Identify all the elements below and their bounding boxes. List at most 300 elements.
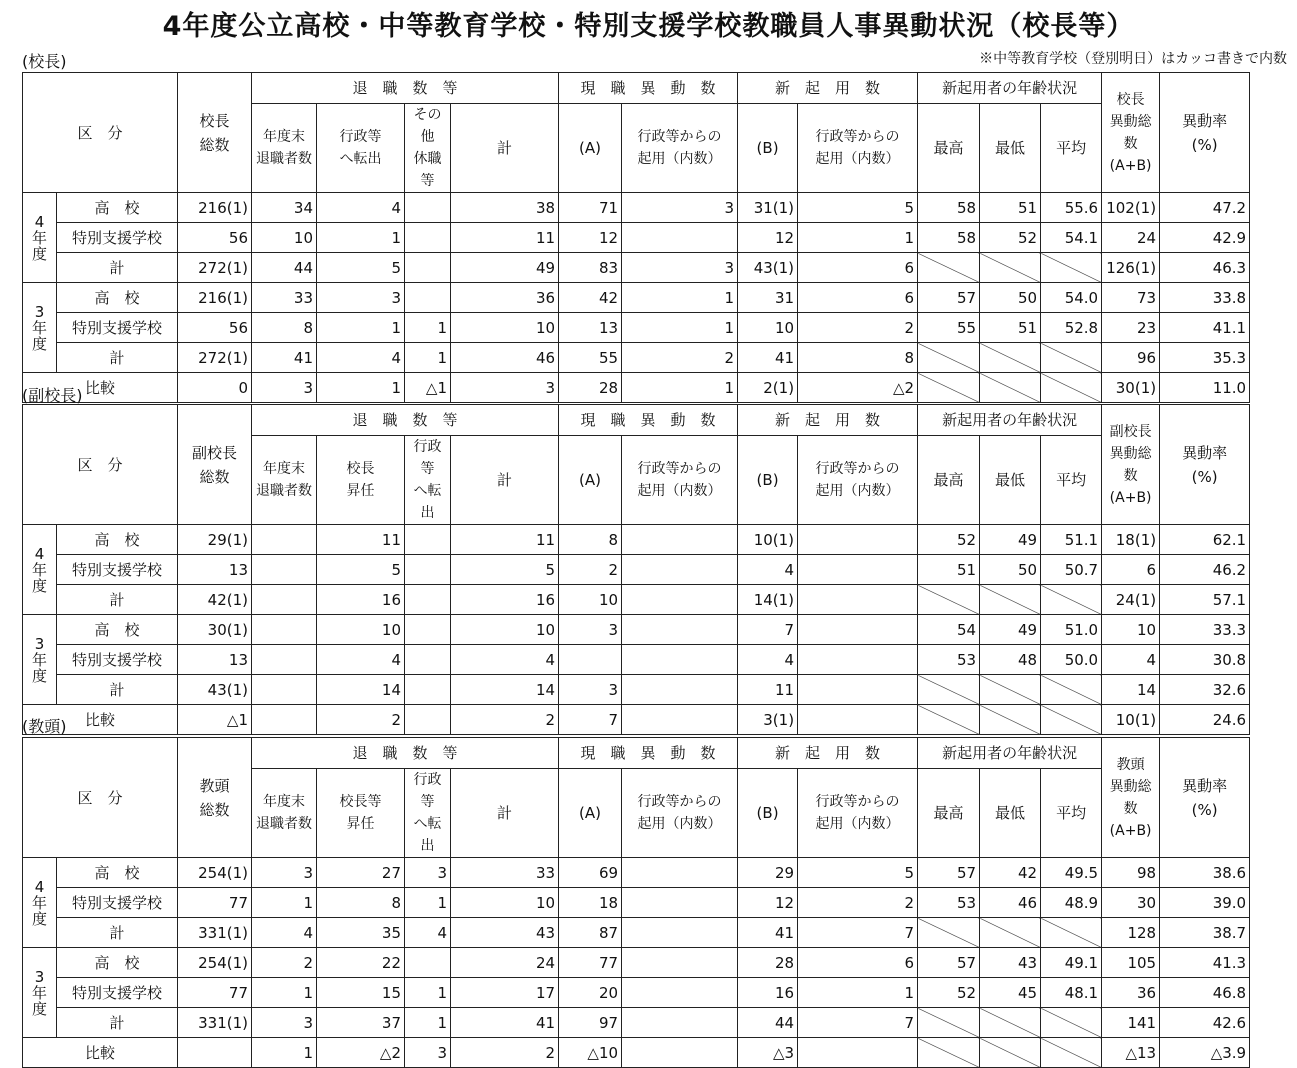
table-cell: 13 xyxy=(178,555,252,585)
table-cell xyxy=(1041,1038,1102,1068)
header-transfer-rate: 異動率 (%) xyxy=(1160,405,1250,525)
table-cell: 4 xyxy=(451,645,559,675)
row-label: 特別支援学校 xyxy=(57,978,178,1008)
table-cell: 50 xyxy=(980,555,1041,585)
table-cell xyxy=(252,705,317,735)
header-new-appointment: 新 起 用 数 xyxy=(738,738,918,769)
table-cell: 38.7 xyxy=(1160,918,1250,948)
table-cell xyxy=(918,675,980,705)
table-cell: 52.8 xyxy=(1041,313,1102,343)
header-new-appointment: 新 起 用 数 xyxy=(738,73,918,104)
table-cell: 56 xyxy=(178,223,252,253)
table-cell xyxy=(252,645,317,675)
header-age-status: 新起用者の年齢状況 xyxy=(918,738,1102,769)
table-row xyxy=(23,193,1297,223)
row-label: 特別支援学校 xyxy=(57,313,178,343)
table-cell xyxy=(622,525,738,555)
table-cell xyxy=(405,705,451,735)
table-cell: 34 xyxy=(252,193,317,223)
table-cell: 54.1 xyxy=(1041,223,1102,253)
table-cell xyxy=(798,525,918,555)
table-cell: 4 xyxy=(317,645,405,675)
table-cell: 49 xyxy=(980,615,1041,645)
table-cell: 48.9 xyxy=(1041,888,1102,918)
table-cell xyxy=(405,555,451,585)
table-cell: 5 xyxy=(317,555,405,585)
table-cell: 1 xyxy=(405,978,451,1008)
table-cell: 4 xyxy=(738,555,798,585)
table-cell: 2 xyxy=(252,948,317,978)
table-cell: 3 xyxy=(252,858,317,888)
row-label: 比較 xyxy=(23,373,178,403)
table-cell: 51.0 xyxy=(1041,615,1102,645)
table-cell: 55 xyxy=(918,313,980,343)
table-cell: 7 xyxy=(798,1008,918,1038)
table-cell xyxy=(980,675,1041,705)
table-cell xyxy=(405,253,451,283)
header-retire-total: 計 xyxy=(451,436,559,525)
table-cell xyxy=(622,948,738,978)
table-cell xyxy=(798,675,918,705)
table-cell: 10(1) xyxy=(738,525,798,555)
table-cell: △3 xyxy=(738,1038,798,1068)
table-cell: 8 xyxy=(559,525,622,555)
table-cell xyxy=(252,615,317,645)
table-cell xyxy=(405,645,451,675)
table-cell xyxy=(980,1008,1041,1038)
table-cell: 41.3 xyxy=(1160,948,1250,978)
table-cell: 2 xyxy=(622,343,738,373)
table-cell: 24.6 xyxy=(1160,705,1250,735)
table-cell: 54 xyxy=(918,615,980,645)
table-cell xyxy=(405,615,451,645)
table-cell: 11 xyxy=(451,223,559,253)
year-label: 3 年 度 xyxy=(23,948,57,1038)
table-cell: 14(1) xyxy=(738,585,798,615)
table-cell: 10 xyxy=(451,615,559,645)
table-cell: 3 xyxy=(252,1008,317,1038)
section-label: (教頭) xyxy=(22,714,67,737)
table-cell: 4 xyxy=(317,193,405,223)
table-cell xyxy=(622,1008,738,1038)
table-cell: 1 xyxy=(622,283,738,313)
table-cell: 57 xyxy=(918,948,980,978)
table-cell: 1 xyxy=(622,373,738,403)
table-cell: 58 xyxy=(918,223,980,253)
header-current-transfer: 現 職 異 動 数 xyxy=(559,73,738,104)
table-row xyxy=(23,858,1297,888)
table-cell: 47.2 xyxy=(1160,193,1250,223)
table-cell xyxy=(622,705,738,735)
table-row xyxy=(23,918,1297,948)
table-cell: 254(1) xyxy=(178,948,252,978)
table-cell: 24 xyxy=(1102,223,1160,253)
row-label: 比較 xyxy=(23,705,178,735)
table-cell xyxy=(622,675,738,705)
table-cell: 55 xyxy=(559,343,622,373)
table-cell xyxy=(405,675,451,705)
table-cell: 41 xyxy=(738,918,798,948)
table-cell: 7 xyxy=(738,615,798,645)
table-cell xyxy=(622,978,738,1008)
header-retire-sub: 行政等 へ転出 xyxy=(405,769,451,858)
table-cell: 331(1) xyxy=(178,1008,252,1038)
table-cell xyxy=(980,585,1041,615)
table-cell: 98 xyxy=(1102,858,1160,888)
header-retire: 退 職 数 等 xyxy=(252,738,559,769)
table-cell xyxy=(405,525,451,555)
table-cell: 7 xyxy=(798,918,918,948)
table-cell: 102(1) xyxy=(1102,193,1160,223)
table-cell: 51 xyxy=(918,555,980,585)
table-cell: △3.9 xyxy=(1160,1038,1250,1068)
table-cell: 216(1) xyxy=(178,193,252,223)
table-cell: 41 xyxy=(738,343,798,373)
table-cell: 1 xyxy=(252,978,317,1008)
table-cell: 42(1) xyxy=(178,585,252,615)
table-cell: 4 xyxy=(738,645,798,675)
header-retire-sub: その他 休職等 xyxy=(405,104,451,193)
table-cell: 49 xyxy=(980,525,1041,555)
table-cell xyxy=(622,555,738,585)
table-cell: 1 xyxy=(252,888,317,918)
header-retire-total: 計 xyxy=(451,769,559,858)
table-cell: 51 xyxy=(980,193,1041,223)
table-cell: 30.8 xyxy=(1160,645,1250,675)
header-b: (B) xyxy=(738,104,798,193)
header-age-min: 最低 xyxy=(980,104,1041,193)
table-cell: 15 xyxy=(317,978,405,1008)
table-cell: 1 xyxy=(317,373,405,403)
table-cell: 28 xyxy=(738,948,798,978)
table-cell: 33 xyxy=(252,283,317,313)
header-a: (A) xyxy=(559,104,622,193)
table-cell xyxy=(918,253,980,283)
table-cell: 42.6 xyxy=(1160,1008,1250,1038)
row-label: 計 xyxy=(57,585,178,615)
table-cell: 46.8 xyxy=(1160,978,1250,1008)
header-a: (A) xyxy=(559,436,622,525)
table-cell xyxy=(798,555,918,585)
table-cell: 29 xyxy=(738,858,798,888)
table-cell: 6 xyxy=(798,283,918,313)
table-cell: 4 xyxy=(252,918,317,948)
header-a-sub: 行政等からの 起用（内数） xyxy=(622,769,738,858)
table-cell: 37 xyxy=(317,1008,405,1038)
table-cell xyxy=(622,645,738,675)
section-label: (副校長) xyxy=(22,383,83,406)
table-row xyxy=(23,253,1297,283)
table-cell xyxy=(918,918,980,948)
table-cell: 1 xyxy=(405,888,451,918)
header-retire-total: 計 xyxy=(451,104,559,193)
header-b: (B) xyxy=(738,769,798,858)
header-a: (A) xyxy=(559,769,622,858)
header-b-sub: 行政等からの 起用（内数） xyxy=(798,769,918,858)
row-label: 計 xyxy=(57,343,178,373)
table-cell: 1 xyxy=(405,343,451,373)
table-cell: 41 xyxy=(451,1008,559,1038)
table-cell: 43 xyxy=(980,948,1041,978)
header-age-max: 最高 xyxy=(918,436,980,525)
table-cell xyxy=(798,705,918,735)
table-cell: 42 xyxy=(980,858,1041,888)
table-cell: 57 xyxy=(918,858,980,888)
table-cell xyxy=(1041,918,1102,948)
table-cell: 7 xyxy=(559,705,622,735)
table-cell: 32.6 xyxy=(1160,675,1250,705)
table-cell: 5 xyxy=(317,253,405,283)
table-cell: 55.6 xyxy=(1041,193,1102,223)
table-cell: 41 xyxy=(252,343,317,373)
table-cell xyxy=(1041,343,1102,373)
table-cell: 30(1) xyxy=(1102,373,1160,403)
table-cell xyxy=(252,675,317,705)
table-row xyxy=(23,313,1297,343)
table-cell: 10 xyxy=(252,223,317,253)
table-cell: 71 xyxy=(559,193,622,223)
table-cell: 46.3 xyxy=(1160,253,1250,283)
table-cell: 54.0 xyxy=(1041,283,1102,313)
table-cell: 46.2 xyxy=(1160,555,1250,585)
header-age-status: 新起用者の年齢状況 xyxy=(918,73,1102,104)
table-cell: 41.1 xyxy=(1160,313,1250,343)
header-retire-sub: 行政等 へ転出 xyxy=(405,436,451,525)
row-label: 特別支援学校 xyxy=(57,223,178,253)
table-cell: 48 xyxy=(980,645,1041,675)
row-label: 高 校 xyxy=(57,283,178,313)
table-cell: 4 xyxy=(405,918,451,948)
table-cell: 16 xyxy=(451,585,559,615)
table-cell xyxy=(918,705,980,735)
table-cell: 11.0 xyxy=(1160,373,1250,403)
table-cell: 2 xyxy=(798,888,918,918)
table-cell: 10 xyxy=(317,615,405,645)
table-cell: 46 xyxy=(451,343,559,373)
table-cell: 10 xyxy=(451,313,559,343)
header-age-avg: 平均 xyxy=(1041,769,1102,858)
table-cell: 38 xyxy=(451,193,559,223)
header-current-transfer: 現 職 異 動 数 xyxy=(559,738,738,769)
header-retire-sub: 行政等 へ転出 xyxy=(317,104,405,193)
header-retire-sub: 校長 昇任 xyxy=(317,436,405,525)
table-cell: 43 xyxy=(451,918,559,948)
table-cell: 29(1) xyxy=(178,525,252,555)
table-cell: 33.8 xyxy=(1160,283,1250,313)
year-label: 4 年 度 xyxy=(23,858,57,948)
table-cell: 10 xyxy=(738,313,798,343)
table-cell: 126(1) xyxy=(1102,253,1160,283)
table-cell xyxy=(798,615,918,645)
row-label: 特別支援学校 xyxy=(57,645,178,675)
table-cell: 77 xyxy=(178,978,252,1008)
table-cell: 36 xyxy=(1102,978,1160,1008)
table-cell xyxy=(1041,705,1102,735)
table-cell: 49.1 xyxy=(1041,948,1102,978)
table-cell: 16 xyxy=(738,978,798,1008)
table-cell: 11 xyxy=(738,675,798,705)
table-cell: 8 xyxy=(798,343,918,373)
table-cell: 43(1) xyxy=(738,253,798,283)
table-cell xyxy=(1041,253,1102,283)
table-row xyxy=(23,675,1297,705)
table-cell: 27 xyxy=(317,858,405,888)
table-cell xyxy=(405,585,451,615)
table-cell: 3 xyxy=(451,373,559,403)
table-cell xyxy=(798,1038,918,1068)
header-retire: 退 職 数 等 xyxy=(252,73,559,104)
table-cell: 30 xyxy=(1102,888,1160,918)
table-cell xyxy=(918,1008,980,1038)
table-cell: 35 xyxy=(317,918,405,948)
table-cell: 31(1) xyxy=(738,193,798,223)
header-age-min: 最低 xyxy=(980,769,1041,858)
table-cell: 11 xyxy=(317,525,405,555)
table-cell xyxy=(1041,373,1102,403)
header-current-transfer: 現 職 異 動 数 xyxy=(559,405,738,436)
header-total: 校長 総数 xyxy=(178,73,252,193)
personnel-table xyxy=(22,72,1297,403)
table-cell: 97 xyxy=(559,1008,622,1038)
table-row xyxy=(23,283,1297,313)
header-b-sub: 行政等からの 起用（内数） xyxy=(798,436,918,525)
row-label: 高 校 xyxy=(57,525,178,555)
table-cell: 50.0 xyxy=(1041,645,1102,675)
table-cell: 48.1 xyxy=(1041,978,1102,1008)
header-age-max: 最高 xyxy=(918,104,980,193)
table-cell: 43(1) xyxy=(178,675,252,705)
table-cell: 13 xyxy=(178,645,252,675)
table-cell: 10 xyxy=(1102,615,1160,645)
table-cell: 20 xyxy=(559,978,622,1008)
section-label: (校長) xyxy=(22,49,67,72)
table-cell: 11 xyxy=(451,525,559,555)
table-cell: 1 xyxy=(798,978,918,1008)
table-cell xyxy=(918,585,980,615)
row-label: 高 校 xyxy=(57,948,178,978)
table-cell xyxy=(980,918,1041,948)
header-retire: 退 職 数 等 xyxy=(252,405,559,436)
table-cell: 0 xyxy=(178,373,252,403)
table-cell: 2 xyxy=(559,555,622,585)
table-cell: 8 xyxy=(252,313,317,343)
table-cell: 105 xyxy=(1102,948,1160,978)
table-cell: 56 xyxy=(178,313,252,343)
row-label: 計 xyxy=(57,253,178,283)
table-cell: 52 xyxy=(980,223,1041,253)
table-cell: 128 xyxy=(1102,918,1160,948)
table-cell xyxy=(798,645,918,675)
table-cell: 1 xyxy=(405,313,451,343)
table-cell: 3 xyxy=(622,253,738,283)
header-new-appointment: 新 起 用 数 xyxy=(738,405,918,436)
header-retire-sub: 年度末 退職者数 xyxy=(252,104,317,193)
table-cell: 73 xyxy=(1102,283,1160,313)
table-row xyxy=(23,888,1297,918)
table-cell xyxy=(980,343,1041,373)
table-cell xyxy=(1041,675,1102,705)
table-cell xyxy=(622,1038,738,1068)
table-cell: 2 xyxy=(451,705,559,735)
table-cell: 3 xyxy=(622,193,738,223)
row-label: 計 xyxy=(57,918,178,948)
table-cell: 12 xyxy=(738,223,798,253)
table-cell: 12 xyxy=(559,223,622,253)
table-cell: 51 xyxy=(980,313,1041,343)
table-cell: 4 xyxy=(317,343,405,373)
table-cell xyxy=(252,585,317,615)
table-cell xyxy=(622,223,738,253)
table-cell: 5 xyxy=(798,858,918,888)
year-label: 4 年 度 xyxy=(23,525,57,615)
row-label: 計 xyxy=(57,675,178,705)
table-cell: 24 xyxy=(451,948,559,978)
table-cell: 1 xyxy=(317,313,405,343)
header-kubun: 区 分 xyxy=(23,73,178,193)
table-cell: 4 xyxy=(1102,645,1160,675)
row-label: 特別支援学校 xyxy=(57,888,178,918)
table-cell xyxy=(1041,585,1102,615)
table-cell: 3 xyxy=(252,373,317,403)
table-cell: 46 xyxy=(980,888,1041,918)
header-transfer-total: 副校長 異動総数 (A+B) xyxy=(1102,405,1160,525)
table-cell: 10 xyxy=(451,888,559,918)
personnel-table xyxy=(22,404,1297,735)
table-cell xyxy=(405,193,451,223)
table-cell: 33.3 xyxy=(1160,615,1250,645)
header-total: 副校長 総数 xyxy=(178,405,252,525)
table-cell: 57.1 xyxy=(1160,585,1250,615)
table-cell: 49.5 xyxy=(1041,858,1102,888)
table-cell: △1 xyxy=(405,373,451,403)
table-cell: 3 xyxy=(405,1038,451,1068)
table-cell: 83 xyxy=(559,253,622,283)
table-cell: 1 xyxy=(798,223,918,253)
header-b: (B) xyxy=(738,436,798,525)
table-cell xyxy=(1041,1008,1102,1038)
compare-row xyxy=(23,1038,1297,1068)
table-cell xyxy=(798,585,918,615)
table-cell: 28 xyxy=(559,373,622,403)
table-cell: 87 xyxy=(559,918,622,948)
table-cell: 18(1) xyxy=(1102,525,1160,555)
table-cell: 1 xyxy=(622,313,738,343)
table-cell xyxy=(622,888,738,918)
table-cell xyxy=(405,948,451,978)
table-cell: 18 xyxy=(559,888,622,918)
header-age-min: 最低 xyxy=(980,436,1041,525)
table-cell: 23 xyxy=(1102,313,1160,343)
header-transfer-total: 校長 異動総数 (A+B) xyxy=(1102,73,1160,193)
table-cell xyxy=(405,283,451,313)
table-cell: 58 xyxy=(918,193,980,223)
header-age-avg: 平均 xyxy=(1041,104,1102,193)
table-cell: △2 xyxy=(317,1038,405,1068)
table-cell xyxy=(918,1038,980,1068)
header-kubun: 区 分 xyxy=(23,738,178,858)
table-cell xyxy=(622,918,738,948)
table-cell xyxy=(918,343,980,373)
header-age-avg: 平均 xyxy=(1041,436,1102,525)
header-transfer-rate: 異動率 (%) xyxy=(1160,73,1250,193)
header-b-sub: 行政等からの 起用（内数） xyxy=(798,104,918,193)
table-cell: 14 xyxy=(451,675,559,705)
table-cell: 17 xyxy=(451,978,559,1008)
table-cell: 331(1) xyxy=(178,918,252,948)
table-cell xyxy=(622,858,738,888)
table-cell: 77 xyxy=(559,948,622,978)
table-cell: 2 xyxy=(451,1038,559,1068)
